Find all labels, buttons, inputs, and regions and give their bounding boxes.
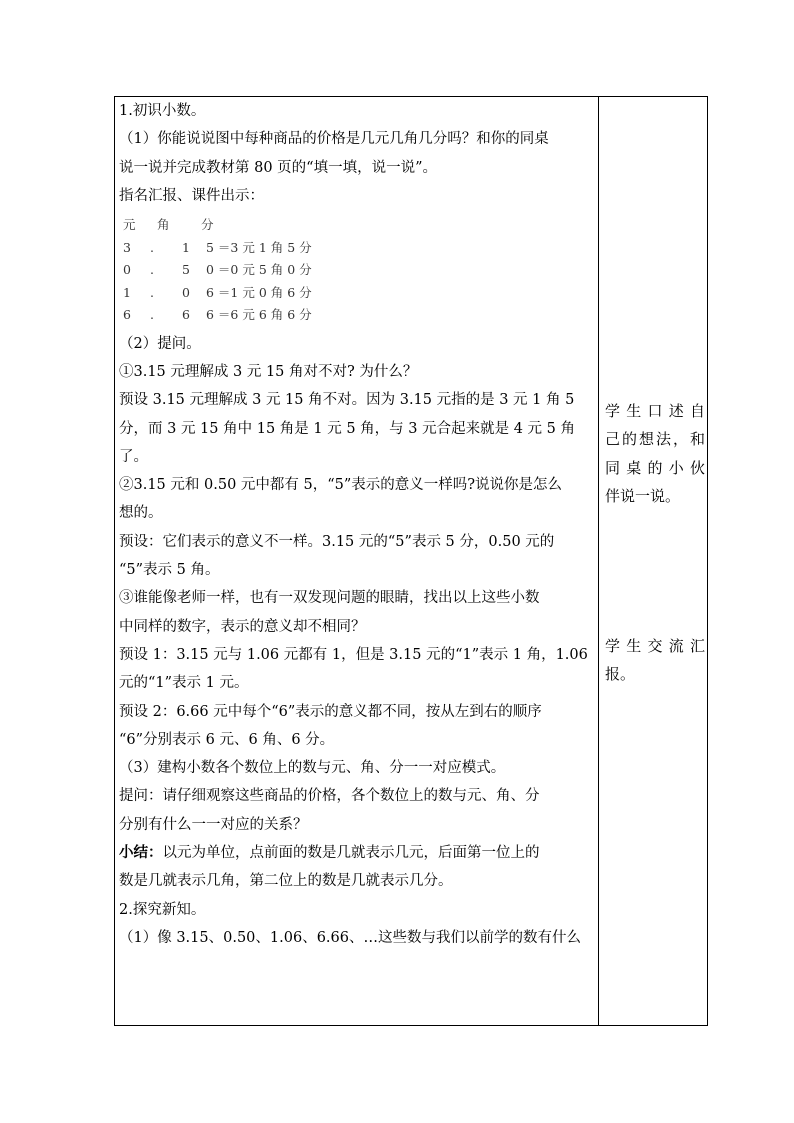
price-table bbox=[119, 214, 594, 327]
section-heading: 1.初识小数。 bbox=[119, 103, 206, 119]
text-line: 分，而 3 元 15 角中 15 角是 1 元 5 角，与 3 元合起来就是 4 元 5 角 bbox=[119, 420, 575, 437]
text-line: “5”表示 5 角。 bbox=[119, 562, 220, 579]
subsection-heading: （3）建构小数各个数位上的数与元、角、分一一对应模式。 bbox=[119, 760, 506, 777]
text-line: 提问：请仔细观察这些商品的价格，各个数位上的数与元、角、分 bbox=[119, 788, 540, 805]
price-dot: . bbox=[150, 262, 154, 278]
price-jiao: 1 bbox=[182, 239, 190, 255]
student-activity-note bbox=[605, 397, 705, 510]
text-line: 了。 bbox=[119, 448, 148, 465]
question-line: ①3.15 元理解成 3 元 15 角对不对? 为什么？ bbox=[119, 363, 418, 380]
text-line: 预设 1：3.15 元与 1.06 元都有 1，但是 3.15 元的“1”表示 1 角，1.06 bbox=[119, 646, 588, 663]
summary-label: 小结： bbox=[119, 844, 163, 862]
text-line: 想的。 bbox=[119, 505, 163, 522]
text-line: 预设 3.15 元理解成 3 元 15 角不对。因为 3.15 元指的是 3 元 1 角 5 bbox=[119, 392, 575, 409]
text-line: （1）像 3.15、0.50、1.06、6.66、…这些数与我们以前学的数有什么 bbox=[119, 929, 581, 946]
price-dot: . bbox=[150, 284, 154, 300]
price-result: 6 ＝1 元 0 角 6 分 bbox=[206, 284, 312, 300]
text-line: 说一说并完成教材第 80 页的“填一填，说一说”。 bbox=[119, 159, 437, 176]
question-line: ②3.15 元和 0.50 元中都有 5，“5”表示的意义一样吗?说说你是怎么 bbox=[119, 477, 563, 494]
side-note-line: 报。 bbox=[605, 665, 636, 684]
text-line: 预设 2：6.66 元中每个“6”表示的意义都不同，按从左到右的顺序 bbox=[119, 703, 542, 720]
price-jiao: 0 bbox=[182, 284, 190, 300]
price-yuan: 1 bbox=[123, 284, 131, 300]
question-line: ③谁能像老师一样，也有一双发现问题的眼睛，找出以上这些小数 bbox=[119, 590, 540, 607]
price-table-header bbox=[119, 214, 594, 237]
text-line: 中同样的数字，表示的意义却不相同？ bbox=[119, 618, 366, 635]
price-yuan: 6 bbox=[123, 307, 131, 323]
subsection-heading: （2）提问。 bbox=[119, 335, 201, 352]
side-note-line: 伴说一说。 bbox=[605, 486, 681, 505]
side-note-line: 学生交流汇 bbox=[605, 637, 705, 655]
price-row bbox=[119, 282, 594, 305]
side-note-line: 同桌的小伙 bbox=[605, 458, 705, 477]
side-note-line: 己的想法，和 bbox=[605, 430, 705, 449]
header-yuan: 元 bbox=[123, 217, 136, 233]
price-result: 6 ＝6 元 6 角 6 分 bbox=[206, 307, 312, 323]
price-row bbox=[119, 237, 594, 260]
price-dot: . bbox=[150, 239, 154, 255]
header-fen: 分 bbox=[201, 217, 214, 233]
text-line: 分别有什么一一对应的关系？ bbox=[119, 816, 308, 833]
price-result: 0 ＝0 元 5 角 0 分 bbox=[206, 262, 312, 278]
student-activity-note bbox=[605, 632, 705, 689]
side-note-line: 学生口述自 bbox=[605, 402, 705, 420]
price-jiao: 5 bbox=[182, 262, 190, 278]
teaching-content-column bbox=[119, 97, 594, 952]
price-row bbox=[119, 259, 594, 282]
text-line: “6”分别表示 6 元、6 角、6 分。 bbox=[119, 731, 335, 748]
price-yuan: 0 bbox=[123, 262, 131, 278]
price-result: 5 ＝3 元 1 角 5 分 bbox=[206, 239, 312, 255]
text-line: （1）你能说说图中每种商品的价格是几元几角几分吗？和你的同桌 bbox=[119, 131, 549, 148]
text-line: 指名汇报、课件出示： bbox=[119, 187, 264, 204]
summary-line bbox=[119, 839, 594, 867]
text-line: 预设：它们表示的意义不一样。3.15 元的“5”表示 5 分，0.50 元的 bbox=[119, 533, 555, 550]
column-divider bbox=[598, 97, 599, 1025]
price-yuan: 3 bbox=[123, 239, 131, 255]
header-jiao: 角 bbox=[157, 217, 170, 233]
price-jiao: 6 bbox=[182, 307, 190, 323]
summary-text: 以元为单位，点前面的数是几就表示几元，后面第一位上的 bbox=[162, 845, 540, 862]
section-heading: 2.探究新知。 bbox=[119, 901, 206, 918]
price-dot: . bbox=[150, 307, 154, 323]
text-line: 元的“1”表示 1 元。 bbox=[119, 675, 249, 692]
lesson-table bbox=[114, 96, 708, 1026]
summary-line: 数是几就表示几角，第二位上的数是几就表示几分。 bbox=[119, 873, 453, 890]
price-row bbox=[119, 304, 594, 327]
